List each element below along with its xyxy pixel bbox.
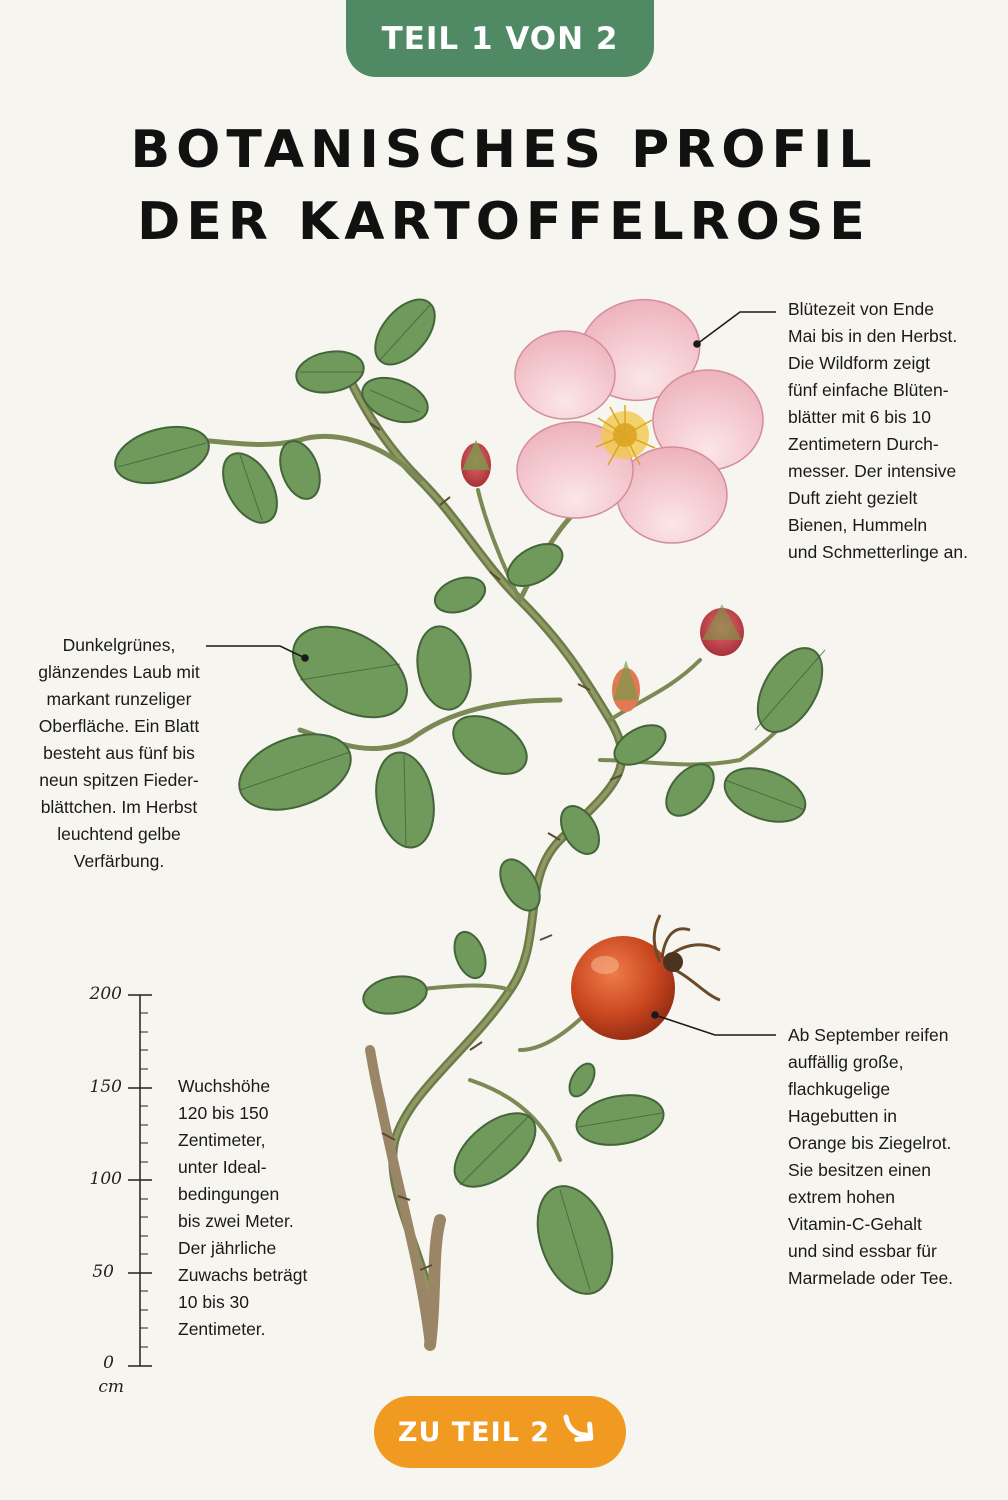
- part-indicator-badge: TEIL 1 VON 2: [346, 0, 654, 77]
- bloom-line: Mai bis in den Herbst.: [788, 326, 958, 346]
- next-part-button[interactable]: [374, 1396, 626, 1468]
- leaf-line: markant runzeliger: [46, 689, 192, 709]
- leaf-line: glänzendes Laub mit: [38, 662, 200, 682]
- arrow-down-right-icon: [560, 1411, 602, 1453]
- height-line: unter Ideal-: [178, 1157, 267, 1177]
- scale-label-50: 50: [92, 1262, 114, 1282]
- hip-line: und sind essbar für: [788, 1241, 937, 1261]
- scale-unit: cm: [98, 1377, 124, 1397]
- scale-label-0: 0: [103, 1353, 114, 1373]
- leaf-line: blättchen. Im Herbst: [40, 797, 198, 817]
- bloom-line: blätter mit 6 bis 10: [788, 407, 931, 427]
- leaf-line: neun spitzen Fieder-: [39, 770, 199, 790]
- leaf-annotation: [28, 632, 210, 875]
- height-line: Zentimeter,: [178, 1130, 266, 1150]
- bloom-line: Duft zieht gezielt: [788, 488, 918, 508]
- bloom-annotation: [788, 296, 968, 566]
- page-title-line-2: DER KARTOFFELROSE: [137, 192, 871, 252]
- bloom-line: Bienen, Hummeln: [788, 515, 928, 535]
- height-annotation: [178, 1073, 307, 1343]
- height-line: bis zwei Meter.: [178, 1211, 294, 1231]
- bloom-line: fünf einfache Blüten-: [788, 380, 949, 400]
- height-line: Zuwachs beträgt: [178, 1265, 308, 1285]
- scale-label-200: 200: [89, 984, 122, 1004]
- hip-line: Orange bis Ziegelrot.: [788, 1133, 952, 1153]
- leaf-line: Verfärbung.: [73, 851, 165, 871]
- page-title-line-1: BOTANISCHES PROFIL: [130, 120, 878, 180]
- hip-line: Hagebutten in: [788, 1106, 897, 1126]
- hip-line: Vitamin-C-Gehalt: [788, 1214, 922, 1234]
- leaf-line: leuchtend gelbe: [57, 824, 181, 844]
- bloom-line: Blütezeit von Ende: [788, 299, 934, 319]
- height-line: 10 bis 30: [178, 1292, 250, 1312]
- leaf-line: besteht aus fünf bis: [43, 743, 195, 763]
- height-line: Zentimeter.: [178, 1319, 266, 1339]
- bloom-line: Zentimetern Durch-: [788, 434, 939, 454]
- bloom-line: Die Wildform zeigt: [788, 353, 930, 373]
- rose-hip: [571, 915, 720, 1040]
- hip-line: auffällig große,: [788, 1052, 904, 1072]
- hip-line: flachkugelige: [788, 1079, 891, 1099]
- leaf-line: Oberfläche. Ein Blatt: [38, 716, 200, 736]
- height-line: Wuchshöhe: [178, 1076, 271, 1096]
- scale-label-150: 150: [89, 1077, 122, 1097]
- rose-hip-annotation: [788, 1022, 953, 1292]
- height-line: 120 bis 150: [178, 1103, 269, 1123]
- height-scale: [128, 995, 152, 1366]
- leaf-line: Dunkelgrünes,: [62, 635, 176, 655]
- hip-line: extrem hohen: [788, 1187, 896, 1207]
- scale-label-100: 100: [89, 1169, 122, 1189]
- next-part-label: ZU TEIL 2: [397, 1416, 551, 1448]
- hip-line: Sie besitzen einen: [788, 1160, 932, 1180]
- hip-line: Marmelade oder Tee.: [788, 1268, 954, 1288]
- height-line: Der jährliche: [178, 1238, 277, 1258]
- hip-line: Ab September reifen: [788, 1025, 949, 1045]
- bloom-line: messer. Der intensive: [788, 461, 957, 481]
- bloom-line: und Schmetterlinge an.: [788, 542, 968, 562]
- height-line: bedingungen: [178, 1184, 280, 1204]
